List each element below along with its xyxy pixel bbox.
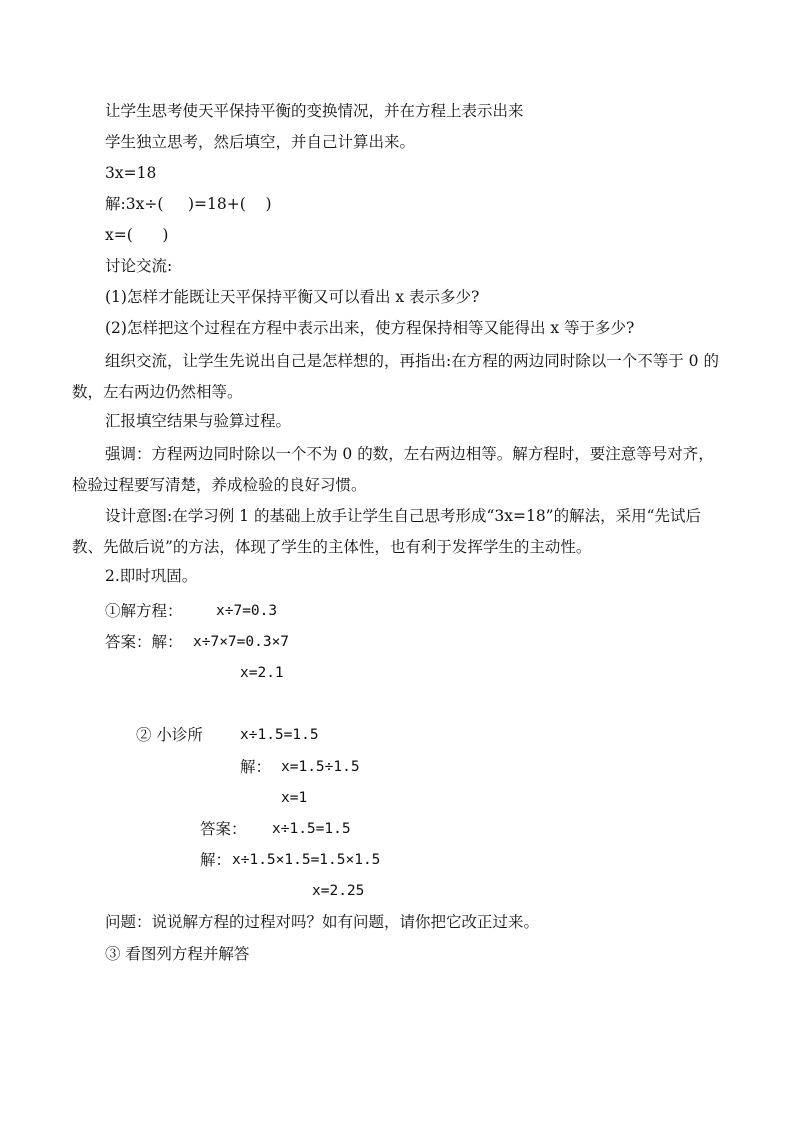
question-1: (1)怎样才能既让天平保持平衡又可以看出 x 表示多少? [105,288,480,306]
paragraph-text: 组织交流，让学生先说出自己是怎样想的，再指出:在方程的两边同时除以一个不等于 0 的数，左右两边仍然相等。 [72,352,719,401]
equation: x÷7×7=0.3×7 [193,634,290,650]
equation: x÷1.5=1.5 [240,727,319,743]
paragraph [72,439,722,501]
exercise-label: ③ 看图列方程并解答 [105,945,250,963]
equation: x÷1.5×1.5=1.5×1.5 [232,852,381,868]
section-heading: 讨论交流: [105,257,173,275]
text-line: 让学生思考使天平保持平衡的变换情况，并在方程上表示出来 [105,102,524,120]
paragraph [72,346,722,408]
solution-label: 解： [240,758,272,776]
text-line: 汇报填空结果与验算过程。 [105,412,292,430]
equation: x÷7=0.3 [216,603,278,619]
answer-label: 答案： [200,820,247,838]
paragraph-text: 强调：方程两边同时除以一个不为 0 的数，左右两边相等。解方程时，要注意等号对齐，检验过程要写清楚，养成检验的良好习惯。 [72,445,714,494]
paragraph-text: 设计意图:在学习例 1 的基础上放手让学生自己思考形成“3x=18”的解法，采用“先试后教、先做后说”的方法，体现了学生的主体性，也有利于发挥学生的主动性。 [72,507,702,556]
paragraph [72,501,722,563]
equation-line: 3x=18 [105,164,157,182]
exercise-label: ①解方程： [105,602,183,620]
section-heading: 2.即时巩固。 [105,567,198,585]
equation: x=1.5÷1.5 [281,759,360,775]
solution-label: 解： [200,851,232,869]
equation: x÷1.5=1.5 [272,821,351,837]
equation: x=1 [281,790,308,806]
equation-line: 解:3x÷( )=18+( ) [105,195,272,213]
text-line: 学生独立思考，然后填空，并自己计算出来。 [105,133,416,151]
equation: x=2.1 [240,665,284,681]
equation-line: x=( ) [105,226,169,244]
equation: x=2.25 [312,883,365,899]
question-line: 问题：说说解方程的过程对吗？如有问题，请你把它改正过来。 [105,913,540,931]
question-2: (2)怎样把这个过程在方程中表示出来，使方程保持相等又能得出 x 等于多少? [105,319,635,337]
exercise-label: ② 小诊所 [136,726,203,744]
answer-label: 答案：解： [105,633,183,651]
